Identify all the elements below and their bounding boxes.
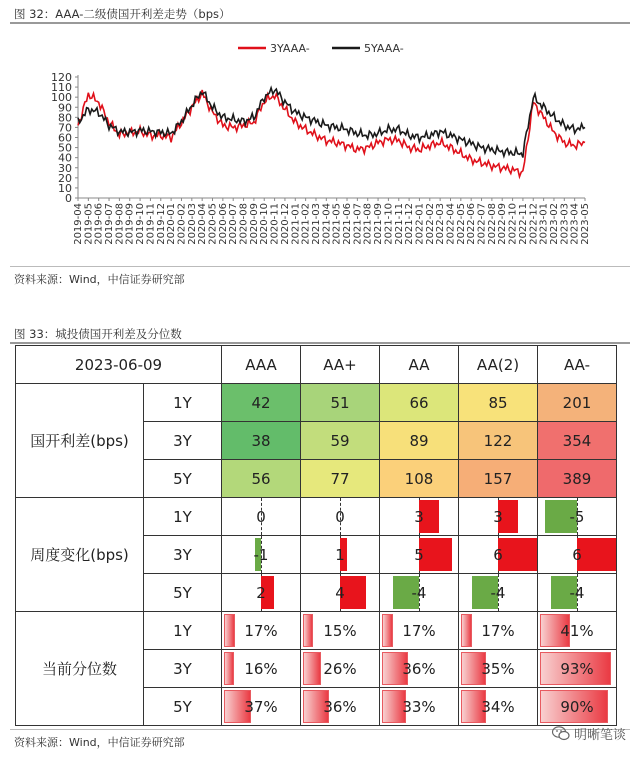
- x-tick-label: 2020-04: [197, 203, 209, 245]
- cell-wrap: [380, 460, 458, 497]
- spread-percentile-table: [15, 345, 617, 726]
- x-tick-label: 2021-02: [300, 203, 312, 245]
- cell-wrap: [222, 650, 300, 687]
- term-label: 3Y: [144, 422, 222, 460]
- cell-value: 33%: [402, 697, 436, 716]
- x-tick-label: 2020-05: [207, 203, 219, 245]
- value-cell: [459, 612, 538, 650]
- y-tick-label: 30: [58, 161, 72, 175]
- value-cell: [301, 650, 380, 688]
- x-tick-label: 2023-02: [548, 203, 560, 245]
- cell-value: 389: [562, 469, 592, 488]
- cell-wrap: [301, 422, 379, 459]
- value-cell: [301, 536, 380, 574]
- cell-value: 93%: [560, 659, 594, 678]
- y-tick-label: 20: [58, 171, 72, 185]
- x-tick-label: 2019-09: [124, 203, 136, 245]
- value-cell: [222, 574, 301, 612]
- value-cell: [459, 498, 538, 536]
- cell-value: 201: [562, 393, 592, 412]
- x-tick-label: 2022-04: [445, 203, 457, 245]
- table-header-row: [16, 346, 617, 384]
- figure33-title: 图 33：城投债国开利差及分位数: [14, 327, 182, 341]
- value-cell: [380, 384, 459, 422]
- value-cell: [538, 498, 617, 536]
- x-tick-label: 2021-08: [362, 203, 374, 245]
- cell-value: 354: [562, 431, 592, 450]
- cell-value: 3: [414, 507, 424, 526]
- series-line-5YAAA-: [78, 88, 585, 158]
- y-tick-label: 90: [58, 101, 72, 115]
- watermark-text: 明晰笔谈: [573, 728, 626, 743]
- cell-wrap: [222, 688, 300, 725]
- legend-label: 3YAAA-: [270, 42, 310, 55]
- figure33-bottom-rule: [10, 729, 630, 730]
- value-cell: [380, 422, 459, 460]
- value-cell: [459, 460, 538, 498]
- value-cell: [222, 384, 301, 422]
- cell-wrap: [222, 384, 300, 421]
- figure32-top-rule: [10, 22, 630, 24]
- x-tick-label: 2020-06: [217, 203, 229, 245]
- x-tick-label: 2022-01: [414, 203, 426, 245]
- x-tick-label: 2023-03: [559, 203, 571, 245]
- y-tick-label: 50: [58, 141, 72, 155]
- x-tick-label: 2022-12: [528, 203, 540, 245]
- column-header-AAA: AAA: [222, 346, 301, 384]
- value-cell: [380, 688, 459, 726]
- cell-value: 89: [409, 431, 429, 450]
- x-tick-label: 2021-10: [383, 203, 395, 245]
- cell-wrap: [538, 612, 616, 649]
- cell-value: 37%: [244, 697, 278, 716]
- cell-value: 122: [483, 431, 513, 450]
- x-tick-label: 2019-12: [155, 203, 167, 245]
- x-tick-label: 2023-04: [569, 203, 581, 245]
- cell-value: 90%: [560, 697, 594, 716]
- cell-value: 35%: [481, 659, 515, 678]
- value-cell: [301, 422, 380, 460]
- value-cell: [222, 688, 301, 726]
- cell-value: -4: [569, 583, 585, 602]
- cell-value: -1: [253, 545, 269, 564]
- value-cell: [538, 536, 617, 574]
- value-cell: [538, 422, 617, 460]
- x-tick-label: 2022-02: [424, 203, 436, 245]
- x-tick-label: 2019-08: [114, 203, 126, 245]
- cell-wrap: [301, 612, 379, 649]
- x-tick-label: 2023-05: [580, 203, 591, 245]
- x-tick-label: 2022-10: [507, 203, 519, 245]
- value-cell: [459, 574, 538, 612]
- value-cell: [301, 574, 380, 612]
- value-cell: [538, 612, 617, 650]
- term-label: 5Y: [144, 574, 222, 612]
- value-cell: [459, 422, 538, 460]
- x-tick-label: 2020-02: [176, 203, 188, 245]
- x-tick-label: 2020-03: [186, 203, 198, 245]
- cell-value: 6: [572, 545, 582, 564]
- value-cell: [459, 688, 538, 726]
- cell-wrap: [538, 498, 616, 535]
- cell-value: 0: [256, 507, 266, 526]
- term-label: 1Y: [144, 498, 222, 536]
- value-cell: [459, 650, 538, 688]
- cell-value: 26%: [323, 659, 357, 678]
- cell-wrap: [459, 612, 537, 649]
- cell-wrap: [222, 460, 300, 497]
- group-label: 国开利差(bps): [16, 384, 144, 498]
- cell-value: 4: [335, 583, 345, 602]
- cell-wrap: [459, 536, 537, 573]
- y-tick-label: 0: [65, 192, 72, 205]
- value-cell: [459, 384, 538, 422]
- term-label: 5Y: [144, 460, 222, 498]
- x-tick-label: 2019-07: [104, 203, 116, 245]
- value-cell: [459, 536, 538, 574]
- x-tick-label: 2022-11: [517, 203, 529, 245]
- x-tick-label: 2021-05: [331, 203, 343, 245]
- group-label: 周度变化(bps): [16, 498, 144, 612]
- value-cell: [222, 460, 301, 498]
- cell-value: 157: [483, 469, 513, 488]
- term-label: 3Y: [144, 536, 222, 574]
- y-tick-label: 80: [58, 111, 72, 125]
- value-cell: [538, 574, 617, 612]
- watermark: [552, 724, 626, 743]
- y-tick-label: 40: [58, 151, 72, 165]
- cell-wrap: [380, 498, 458, 535]
- value-cell: [301, 460, 380, 498]
- value-cell: [380, 612, 459, 650]
- legend-label: 5YAAA-: [364, 42, 404, 55]
- cell-wrap: [538, 688, 616, 725]
- cell-wrap: [222, 574, 300, 611]
- cell-value: 59: [330, 431, 350, 450]
- cell-wrap: [222, 422, 300, 459]
- cell-wrap: [380, 688, 458, 725]
- value-cell: [222, 612, 301, 650]
- figure32-title: 图 32：AAA-二级债国开利差走势（bps）: [14, 7, 231, 21]
- x-tick-label: 2021-04: [321, 203, 333, 245]
- cell-value: 56: [251, 469, 271, 488]
- x-tick-label: 2021-06: [342, 203, 354, 245]
- wechat-icon: [552, 726, 570, 741]
- x-tick-label: 2022-06: [466, 203, 478, 245]
- cell-value: 36%: [323, 697, 357, 716]
- value-cell: [222, 536, 301, 574]
- value-cell: [538, 688, 617, 726]
- cell-value: -4: [411, 583, 427, 602]
- cell-wrap: [459, 422, 537, 459]
- cell-value: 2: [256, 583, 266, 602]
- cell-value: 6: [493, 545, 503, 564]
- cell-value: 3: [493, 507, 503, 526]
- cell-value: 38: [251, 431, 271, 450]
- cell-wrap: [380, 422, 458, 459]
- cell-wrap: [538, 384, 616, 421]
- cell-wrap: [380, 536, 458, 573]
- term-label: 3Y: [144, 650, 222, 688]
- x-tick-label: 2019-04: [73, 203, 84, 245]
- cell-wrap: [538, 460, 616, 497]
- value-cell: [222, 422, 301, 460]
- x-tick-label: 2022-05: [455, 203, 467, 245]
- figure33-top-rule: [10, 342, 630, 344]
- x-tick-label: 2021-01: [290, 203, 302, 245]
- x-tick-label: 2019-11: [145, 203, 157, 245]
- spread-line-chart: [10, 30, 630, 260]
- x-tick-label: 2021-11: [393, 203, 405, 245]
- x-tick-label: 2019-10: [135, 203, 147, 245]
- cell-value: 1: [335, 545, 345, 564]
- figure32-source: 资料来源：Wind，中信证券研究部: [14, 273, 185, 286]
- cell-wrap: [222, 498, 300, 535]
- cell-wrap: [301, 688, 379, 725]
- x-tick-label: 2021-09: [373, 203, 385, 245]
- x-tick-label: 2021-03: [310, 203, 322, 245]
- cell-wrap: [301, 650, 379, 687]
- x-tick-label: 2022-07: [476, 203, 488, 245]
- cell-value: 77: [330, 469, 350, 488]
- cell-value: 42: [251, 393, 271, 412]
- cell-value: 15%: [323, 621, 357, 640]
- cell-value: -5: [569, 507, 585, 526]
- cell-wrap: [380, 612, 458, 649]
- cell-value: 17%: [244, 621, 278, 640]
- cell-wrap: [538, 650, 616, 687]
- value-cell: [301, 612, 380, 650]
- cell-value: 41%: [560, 621, 594, 640]
- x-tick-label: 2020-07: [228, 203, 240, 245]
- cell-wrap: [301, 384, 379, 421]
- x-tick-label: 2020-11: [269, 203, 281, 245]
- cell-value: 5: [414, 545, 424, 564]
- value-cell: [380, 650, 459, 688]
- cell-wrap: [301, 498, 379, 535]
- x-tick-label: 2023-01: [538, 203, 550, 245]
- cell-wrap: [538, 536, 616, 573]
- value-cell: [380, 574, 459, 612]
- x-tick-label: 2020-09: [248, 203, 260, 245]
- cell-value: 34%: [481, 697, 515, 716]
- date-header: 2023-06-09: [16, 346, 222, 384]
- table-row: [16, 498, 617, 536]
- table-row: [16, 612, 617, 650]
- term-label: 1Y: [144, 384, 222, 422]
- y-tick-label: 70: [58, 121, 72, 135]
- x-tick-label: 2020-08: [238, 203, 250, 245]
- term-label: 1Y: [144, 612, 222, 650]
- cell-value: 66: [409, 393, 429, 412]
- x-tick-label: 2019-05: [83, 203, 95, 245]
- cell-value: 16%: [244, 659, 278, 678]
- cell-value: 51: [330, 393, 350, 412]
- cell-wrap: [380, 384, 458, 421]
- cell-value: 17%: [402, 621, 436, 640]
- cell-value: 85: [488, 393, 508, 412]
- x-tick-label: 2021-07: [352, 203, 364, 245]
- value-cell: [301, 384, 380, 422]
- value-cell: [301, 498, 380, 536]
- value-cell: [301, 688, 380, 726]
- x-tick-label: 2020-01: [166, 203, 178, 245]
- value-cell: [538, 384, 617, 422]
- cell-wrap: [538, 574, 616, 611]
- cell-wrap: [301, 574, 379, 611]
- cell-value: -4: [490, 583, 506, 602]
- y-tick-label: 120: [51, 71, 72, 84]
- figure33-source: 资料来源：Wind，中信证券研究部: [14, 736, 185, 749]
- cell-wrap: [301, 536, 379, 573]
- cell-wrap: [459, 384, 537, 421]
- cell-wrap: [459, 574, 537, 611]
- x-tick-label: 2020-10: [259, 203, 271, 245]
- x-tick-label: 2020-12: [279, 203, 291, 245]
- column-header-AA-: AA-: [538, 346, 617, 384]
- column-header-AA(2): AA(2): [459, 346, 538, 384]
- cell-wrap: [380, 650, 458, 687]
- cell-value: 108: [404, 469, 434, 488]
- cell-wrap: [301, 460, 379, 497]
- cell-wrap: [459, 650, 537, 687]
- value-cell: [380, 498, 459, 536]
- value-cell: [222, 650, 301, 688]
- cell-value: 17%: [481, 621, 515, 640]
- x-tick-label: 2022-08: [486, 203, 498, 245]
- value-cell: [380, 460, 459, 498]
- group-label: 当前分位数: [16, 612, 144, 726]
- table-row: [16, 384, 617, 422]
- cell-wrap: [459, 688, 537, 725]
- column-header-AA: AA: [380, 346, 459, 384]
- value-cell: [538, 460, 617, 498]
- value-cell: [222, 498, 301, 536]
- cell-wrap: [459, 460, 537, 497]
- cell-wrap: [380, 574, 458, 611]
- x-tick-label: 2019-06: [93, 203, 105, 245]
- y-tick-label: 10: [58, 181, 72, 195]
- y-tick-label: 60: [58, 131, 72, 145]
- cell-wrap: [538, 422, 616, 459]
- y-tick-label: 110: [51, 81, 72, 95]
- value-cell: [538, 650, 617, 688]
- cell-wrap: [459, 498, 537, 535]
- x-tick-label: 2021-12: [404, 203, 416, 245]
- cell-wrap: [222, 612, 300, 649]
- cell-value: 0: [335, 507, 345, 526]
- term-label: 5Y: [144, 688, 222, 726]
- figure32-bottom-rule: [10, 266, 630, 267]
- x-tick-label: 2022-03: [435, 203, 447, 245]
- cell-wrap: [222, 536, 300, 573]
- column-header-AA+: AA+: [301, 346, 380, 384]
- value-cell: [380, 536, 459, 574]
- cell-value: 36%: [402, 659, 436, 678]
- y-tick-label: 100: [51, 91, 72, 105]
- x-tick-label: 2022-09: [497, 203, 509, 245]
